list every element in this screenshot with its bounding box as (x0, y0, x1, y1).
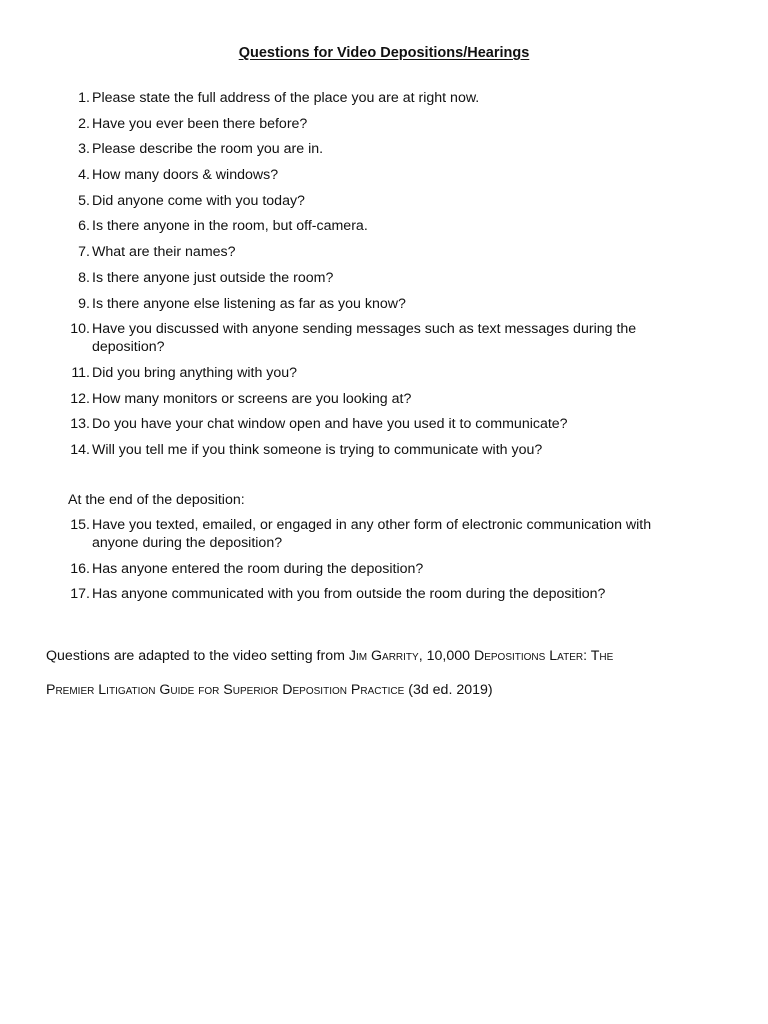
question-text: Have you ever been there before? (92, 115, 308, 132)
question-item (66, 364, 696, 382)
question-item (66, 217, 696, 235)
question-number: 14. (70, 441, 90, 458)
question-number: 12. (70, 390, 90, 407)
question-number: 13. (70, 416, 90, 433)
question-text: Do you have your chat window open and have you used it to communicate? (92, 416, 568, 433)
question-text: Did you bring anything with you? (92, 364, 298, 381)
question-item (66, 320, 696, 356)
citation-book-title-part-2: Premier Litigation Guide for Superior Deposition Practice (46, 682, 405, 698)
question-number: 2. (78, 115, 90, 132)
question-text: How many doors & windows? (92, 167, 279, 184)
question-item (66, 269, 696, 287)
question-number: 9. (78, 295, 90, 312)
question-text: Has anyone communicated with you from outside the room during the deposition? (92, 586, 606, 603)
question-number: 16. (70, 560, 90, 577)
citation-author: Jim Garrity (348, 648, 419, 664)
document-title: Questions for Video Depositions/Hearings (238, 45, 530, 61)
question-item (66, 585, 696, 603)
question-number: 7. (78, 244, 90, 261)
citation-intro: Questions are adapted to the video setting from (46, 648, 349, 664)
question-text: Will you tell me if you think someone is trying to communicate with you? (92, 441, 543, 458)
question-item (66, 89, 696, 107)
citation-book-title-part-1: Depositions Later: The (470, 648, 614, 664)
question-text: What are their names? (92, 244, 236, 261)
question-text: Has anyone entered the room during the deposition? (92, 560, 424, 577)
question-number: 1. (78, 90, 90, 106)
question-item (66, 295, 696, 313)
question-item (66, 560, 696, 578)
question-number: 3. (78, 141, 90, 158)
question-number: 5. (78, 192, 90, 209)
question-text: Please describe the room you are in. (92, 141, 324, 158)
question-number: 11. (71, 364, 90, 381)
question-number: 10. (70, 321, 90, 338)
question-text: Is there anyone in the room, but off-camera. (92, 218, 368, 235)
question-item (66, 516, 696, 552)
question-text: Please state the full address of the place you are at right now. (92, 90, 480, 106)
question-item (66, 441, 696, 459)
question-item (66, 166, 696, 184)
question-text: Did anyone come with you today? (92, 192, 305, 209)
citation-line-2 (46, 681, 726, 699)
question-item (66, 243, 696, 261)
end-question-list (66, 516, 696, 611)
question-item (66, 115, 696, 133)
question-number: 6. (78, 218, 90, 235)
citation-separator: , (418, 648, 427, 664)
citation-line-1 (46, 647, 726, 665)
question-number: 17. (70, 586, 90, 603)
question-item (66, 192, 696, 210)
citation-edition: (3d ed. 2019) (404, 682, 493, 698)
question-number: 4. (78, 167, 90, 184)
question-text: How many monitors or screens are you looking at? (92, 390, 412, 407)
citation-book-number: 10,000 (426, 648, 471, 664)
question-list (66, 89, 696, 467)
question-number: 15. (70, 517, 90, 533)
question-item (66, 140, 696, 158)
question-text: Is there anyone else listening as far as you know? (92, 295, 406, 312)
question-item (66, 390, 696, 408)
question-item (66, 415, 696, 433)
question-number: 8. (78, 269, 90, 286)
question-text: Have you texted, emailed, or engaged in any other form of electronic communication with anyone during the deposition? (92, 517, 652, 551)
question-text: Is there anyone just outside the room? (92, 269, 334, 286)
question-text: Have you discussed with anyone sending messages such as text messages during the deposition? (92, 321, 637, 356)
end-section-label: At the end of the deposition: (68, 492, 245, 508)
